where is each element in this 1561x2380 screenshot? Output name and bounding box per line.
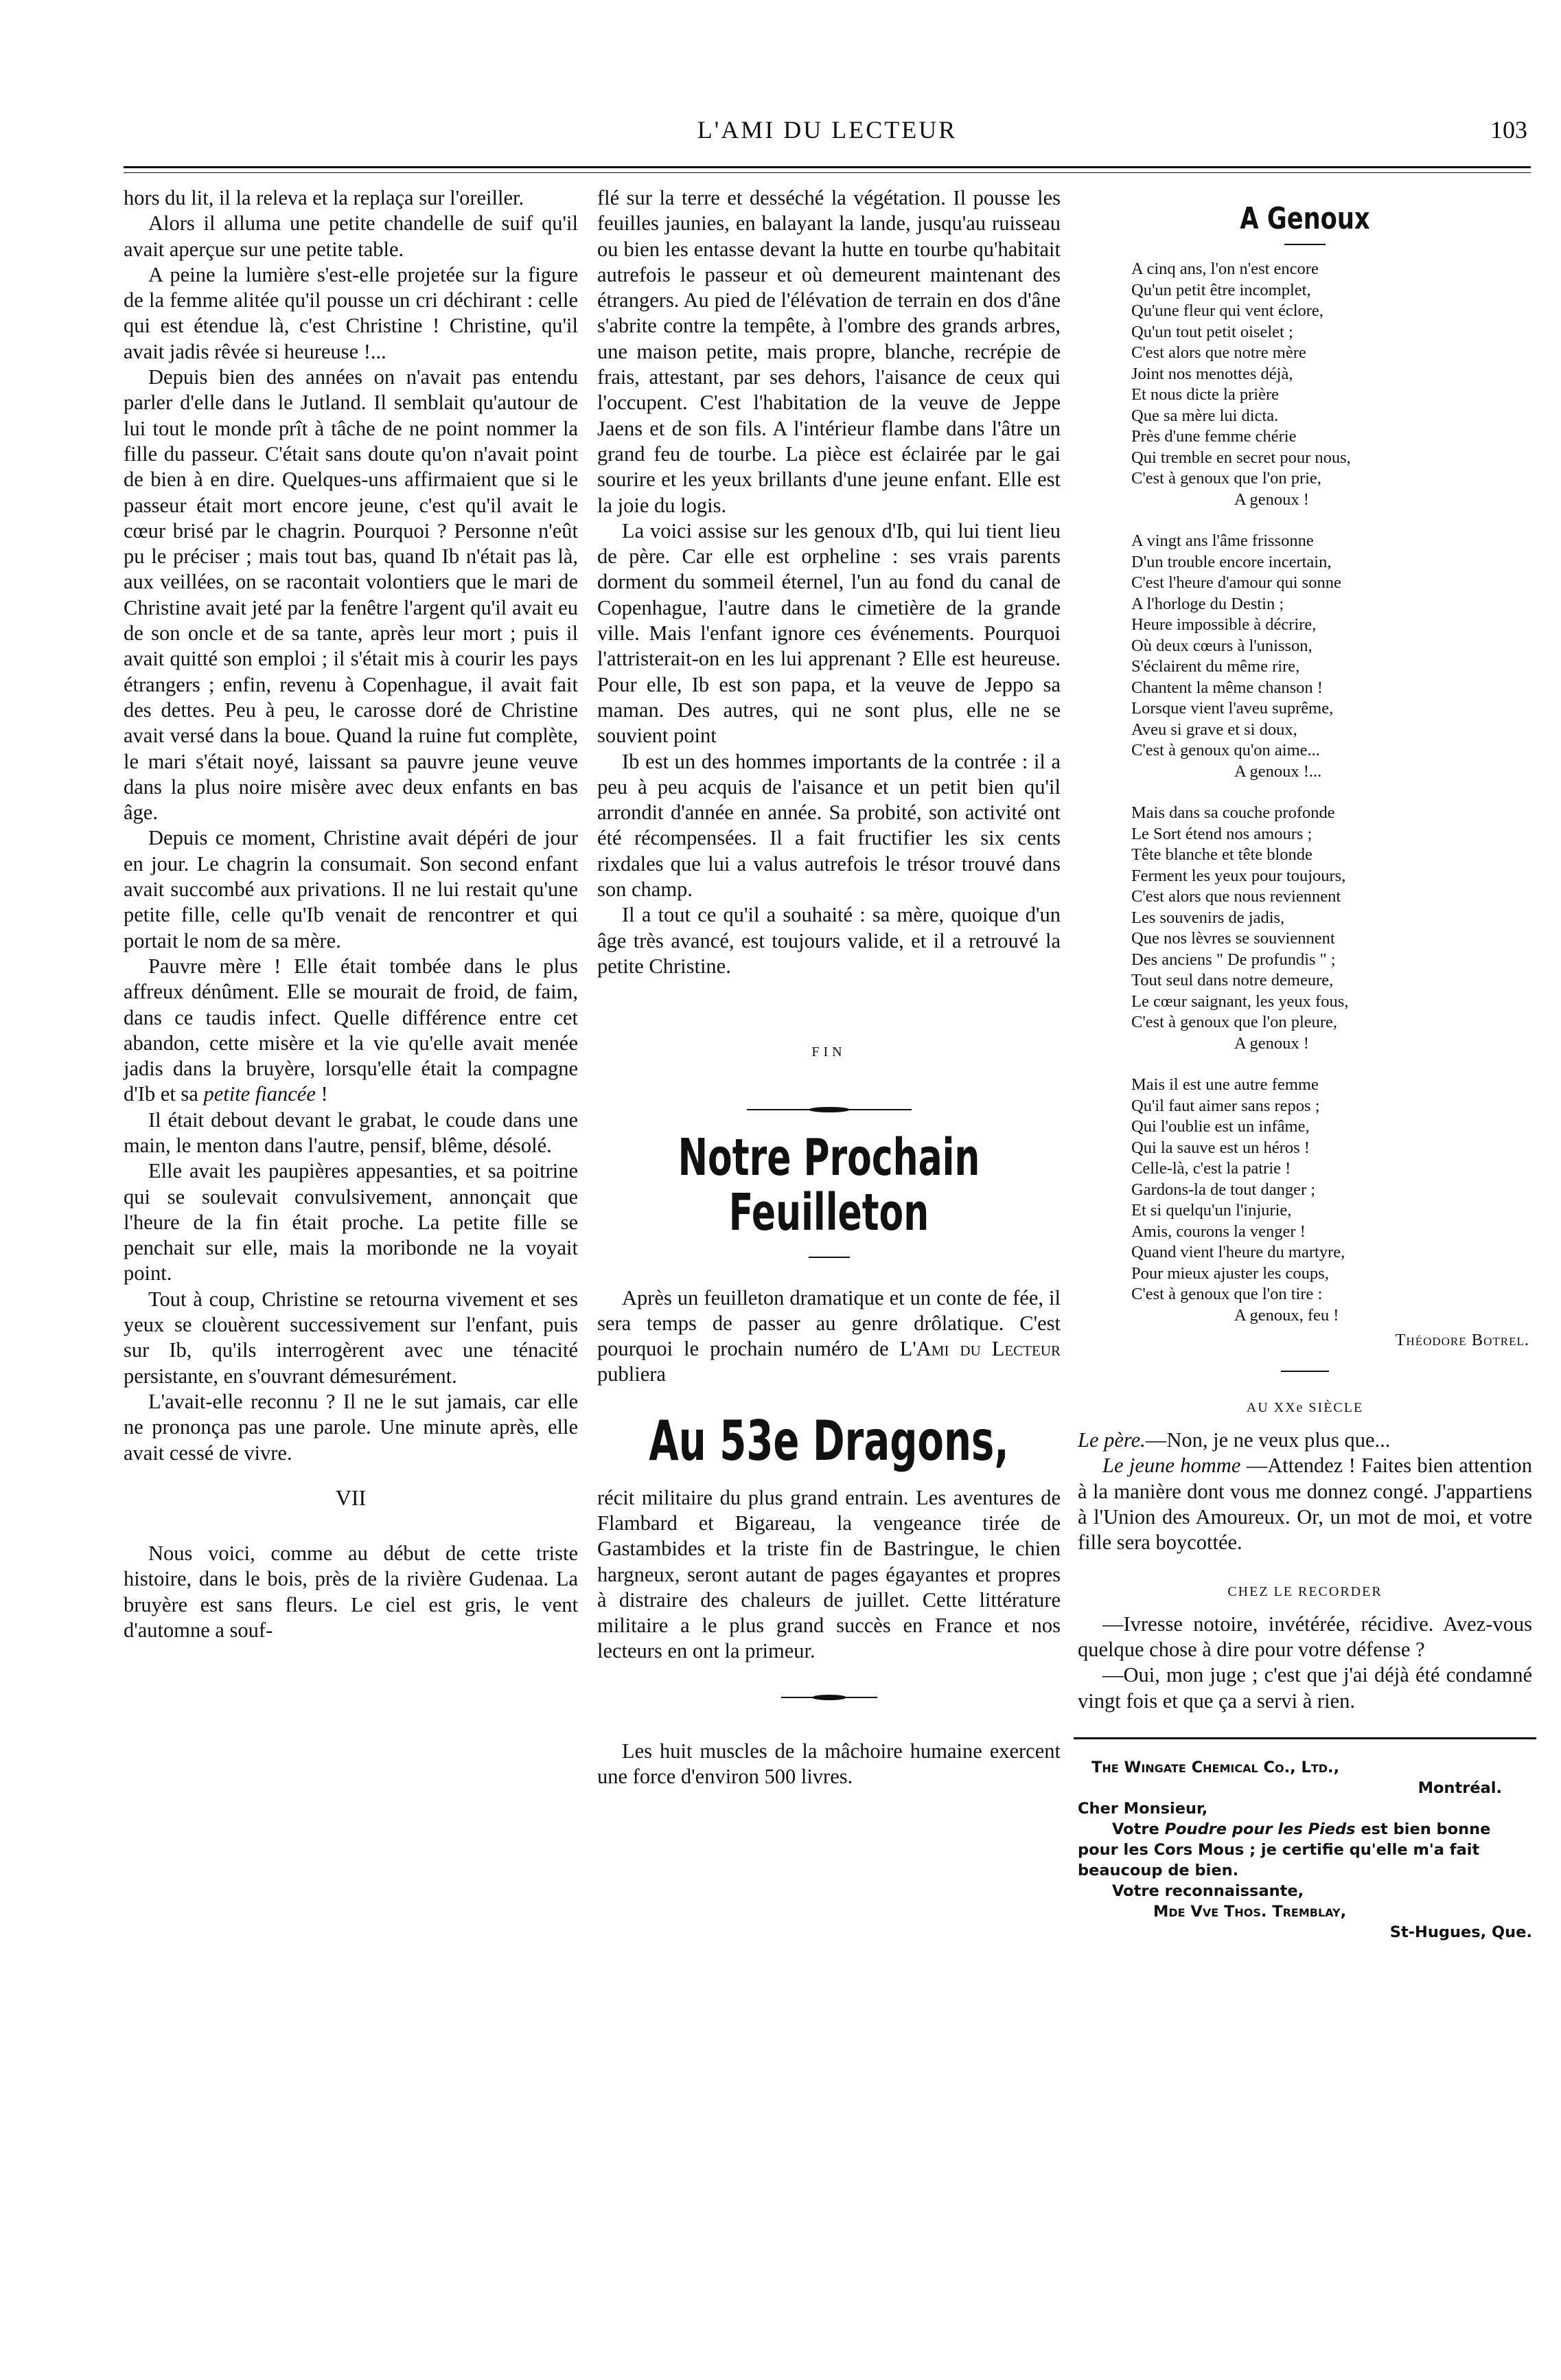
poem-line: Ferment les yeux pour toujours, — [1131, 866, 1346, 885]
header-rule — [124, 166, 1531, 168]
letter-body — [1078, 1819, 1532, 1881]
poem-signature: Théodore Botrel. — [1395, 1331, 1529, 1350]
poem-line: Heure impossible à décrire, — [1131, 615, 1317, 634]
letter-place: St-Hugues, Que. — [1389, 1923, 1532, 1942]
divider — [1074, 1737, 1536, 1739]
page-number: 103 — [1490, 116, 1527, 144]
column-left — [124, 185, 578, 1643]
paragraph: Il a tout ce qu'il a souhaité : sa mère, quoique d'un âge très avancé, est toujours valide, et il a retrouvé la petite Christine. — [597, 903, 1061, 978]
poem-line: Près d'une femme chérie — [1131, 427, 1297, 446]
speaker: Le père. — [1078, 1428, 1146, 1452]
stanza — [1131, 803, 1532, 1054]
paragraph: Depuis bien des années on n'avait pas entendu parler d'elle dans le Jutland. Il semblait qu'autour de lui tout le monde prît à tâche de ne point nommer la fille du passeur. C'était sans doute qu'on n'avait point de bien à en dire. Quelques-uns affirmaient que si le passeur était mort encore jeune, c'est qu'il avait le cœur brisé par le chagrin. Pourquoi ? Personne n'eût pu le préciser ; mais tout bas, quand Ib n'était pas là, aux veillées, on se racontait volontiers que le mari de Christine avait jeté par la fenêtre l'argent qu'il avait eu de son oncle et de sa tante, après leur mort ; puis il avait quitté son emploi ; il s'était mis à courir les pays étrangers ; enfin, revenu à Copenhague, il avait fait des dettes. Peu à peu, le carosse doré de Christine avait versé dans la boue. Quand la ruine fut complète, le mari s'était noyé, laissant sa pauvre jeune veuve dans la plus noire misère avec deux enfants en bas âge. — [124, 365, 578, 825]
poem-line: C'est à genoux que l'on prie, — [1131, 469, 1321, 488]
letter-closing: Votre reconnaissante, — [1112, 1882, 1304, 1901]
paragraph — [124, 954, 578, 1108]
text: —Attendez ! Faites bien attention à la manière dont vous me donnez congé. J'appartiens à l'Union des Amoureux. Or, un mot de moi, et votre fille sera boycottée. — [1078, 1454, 1532, 1555]
paragraph: Elle avait les paupières appesanties, et sa poitrine qui se soulevait convulsivement, annonçait que l'heure de la fin était proche. La petite fille se penchait sur elle, mais la moribonde ne la voyait point. — [124, 1159, 578, 1285]
letter-recipient: The Wingate Chemical Co., Ltd., — [1091, 1759, 1340, 1777]
poem-line: Amis, courons la venger ! — [1131, 1222, 1306, 1241]
refrain: A genoux ! — [1234, 1033, 1309, 1053]
column-middle — [597, 185, 1061, 1789]
paragraph: La voici assise sur les genoux d'Ib, qui lui tient lieu de père. Car elle est orpheline : ses vrais parents dorment du sommeil éternel, l'un au fond du canal de Copenhague, l'autre dans le cimetière de la grande ville. Mais l'enfant ignore ces événements. Pourquoi l'attristerait-on en les lui apprenant ? Elle est heureuse. Pour elle, Ib est son papa, et la veuve de Jeppo sa maman. Des autres, qui ne sont plus, elle ne se souvient point — [597, 518, 1061, 748]
poem-line: Et si quelqu'un l'injurie, — [1131, 1201, 1292, 1220]
chapter-number: VII — [335, 1485, 367, 1510]
paragraph: Les huit muscles de la mâchoire humaine exercent une force d'environ 500 livres. — [597, 1739, 1061, 1789]
poem-line: Qui l'oublie est un infâme, — [1131, 1117, 1310, 1136]
poem-line: Tête blanche et tête blonde — [1131, 845, 1313, 865]
poem-line: Mais il est une autre femme — [1131, 1075, 1319, 1095]
text: Pauvre mère ! Elle était tombée dans le plus affreux dénûment. Elle se mourait de froid, de faim, dans ce taudis infect. Quelle différence entre cet abandon, cette misère et la vie qu'elle avait menée jadis dans la bruyère, lorsqu'elle était la compagne d'Ib et sa — [124, 954, 578, 1106]
next-story-title: Au 53e Dragons, — [649, 1408, 1009, 1473]
paragraph: —Oui, mon juge ; c'est que j'ai déjà été condamné vingt fois et que ça a servi à rien. — [1078, 1663, 1532, 1713]
paragraph: L'avait-elle reconnu ? Il ne le sut jamais, car elle ne prononça pas une parole. Une minute après, elle avait cessé de vivre. — [124, 1389, 578, 1465]
paragraph: flé sur la terre et desséché la végétation. Il pousse les feuilles jaunies, en balayant la lande, jusqu'au ruisseau ou bien les entasse devant la hutte en tourbe qu'habitait autrefois le passeur et où demeurent maintenant des étrangers. Au pied de l'élévation de terrain en dos d'âne s'abrite contre la tempête, à l'ombre des grands arbres, une maison petite, mais propre, blanche, recrépie de frais, attestant, par ses dehors, l'aisance de ceux qui l'occupent. C'est l'habitation de la veuve de Jeppe Jaens et de son fils. A l'intérieur flambe dans l'âtre un grand feu de tourbe. La pièce est éclairée par le gai sourire et les yeux brillants d'une jeune enfant. Elle est la joie du logis. — [597, 186, 1061, 517]
poem-line: C'est à genoux que l'on pleure, — [1131, 1013, 1338, 1032]
section-heading: CHEZ LE RECORDER — [1227, 1583, 1383, 1599]
product-name: Poudre pour les Pieds — [1164, 1820, 1356, 1839]
paragraph: Alors il alluma une petite chandelle de suif qu'il avait aperçue sur une petite table. — [124, 211, 578, 261]
page-header — [127, 115, 1527, 157]
paragraph — [1078, 1453, 1532, 1555]
poem-line: Qui la sauve est un héros ! — [1131, 1138, 1310, 1157]
divider — [809, 1257, 850, 1258]
journal-title: L'AMI DU LECTEUR — [697, 116, 958, 144]
paragraph — [1078, 1428, 1532, 1453]
poem-line: Aveu si grave et si doux, — [1131, 720, 1297, 739]
ornamental-dash — [781, 1695, 877, 1700]
italic-text: petite fiancée — [203, 1082, 316, 1106]
feuilleton-banner: Notre Prochain Feuilleton — [678, 1128, 980, 1242]
poem-line: Celle-là, c'est la patrie ! — [1131, 1159, 1291, 1178]
speaker: Le jeune homme — [1102, 1454, 1241, 1478]
paragraph: A peine la lumière s'est-elle projetée sur la figure de la femme alitée qu'il pousse un cri déchirant : celle qui est étendue là, c'est Christine ! Christine, qu'il avait jadis rêvée si heureuse !... — [124, 262, 578, 363]
column-right — [1078, 185, 1532, 1943]
poem-line: Chantent la même chanson ! — [1131, 678, 1323, 697]
divider — [1281, 1371, 1329, 1372]
stanza — [1131, 259, 1532, 510]
poem-line: Tout seul dans notre demeure, — [1131, 971, 1334, 990]
poem-line: A l'horloge du Destin ; — [1131, 594, 1284, 613]
poem-line: Qu'une fleur qui vent éclore, — [1131, 301, 1323, 321]
divider — [1284, 244, 1326, 245]
poem-line: Le cœur saignant, les yeux fous, — [1131, 992, 1349, 1011]
poem-title: A Genoux — [1240, 201, 1370, 236]
poem-line: Le Sort étend nos amours ; — [1131, 824, 1313, 843]
section-heading: AU XXe SIÈCLE — [1246, 1399, 1364, 1415]
poem-line: C'est à genoux que l'on tire : — [1131, 1285, 1323, 1304]
poem-line: Qu'un tout petit oiselet ; — [1131, 322, 1293, 341]
text: Après un feuilleton dramatique et un conte de fée, il sera temps de passer au genre drôlatique. C'est pourquoi le prochain numéro de — [597, 1285, 1061, 1361]
letter-greeting: Cher Monsieur, — [1078, 1800, 1208, 1818]
poem-line: Joint nos menottes déjà, — [1131, 364, 1293, 383]
text: Votre — [1112, 1820, 1159, 1839]
header-rule-thin — [124, 172, 1531, 173]
paragraph: Il était debout devant le grabat, le coude dans une main, le menton dans l'autre, pensif, blême, désolé. — [124, 1108, 578, 1157]
poem-line: A cinq ans, l'on n'est encore — [1131, 260, 1319, 279]
ornamental-dash — [747, 1107, 912, 1112]
poem-line: C'est à genoux qu'on aime... — [1131, 741, 1320, 760]
poem-line: Qu'il faut aimer sans repos ; — [1131, 1096, 1320, 1115]
paragraph: Depuis ce moment, Christine avait dépéri de jour en jour. Le chagrin la consumait. Son second enfant avait succombé aux privations. Il ne lui restait qu'une petite fille, celle qu'Ib venait de rencontrer et qui portait le nom de sa mère. — [124, 826, 578, 952]
testimonial-letter — [1078, 1757, 1532, 1943]
poem — [1078, 259, 1532, 1351]
text: est bien bonne pour les Cors Mous ; je certifie qu'elle m'a fait beaucoup de bien. — [1078, 1820, 1491, 1880]
poem-line: Des anciens " De profundis " ; — [1131, 950, 1336, 969]
refrain: A genoux, feu ! — [1234, 1305, 1339, 1325]
poem-line: Et nous dicte la prière — [1131, 385, 1279, 404]
paragraph: Ib est un des hommes importants de la contrée : il a peu à peu acquis de l'aisance et un petit bien qu'il arrondit d'année en année. Sa probité, son activité ont été récompensées. Il a fait fructifier les six cents rixdales que lui a valus autrefois le trésor trouvé dans son champ. — [597, 749, 1061, 902]
poem-line: Qui tremble en secret pour nous, — [1131, 448, 1351, 467]
poem-line: C'est l'heure d'amour qui sonne — [1131, 573, 1341, 593]
text: —Non, je ne veux plus que... — [1145, 1428, 1391, 1452]
paragraph: hors du lit, il la releva et la replaça sur l'oreiller. — [124, 186, 524, 209]
paragraph: —Ivresse notoire, invétérée, récidive. Avez-vous quelque chose à dire pour votre défense ? — [1078, 1612, 1532, 1662]
poem-line: D'un trouble encore incertain, — [1131, 552, 1332, 571]
poem-line: Quand vient l'heure du martyre, — [1131, 1243, 1345, 1262]
stanza — [1131, 1075, 1532, 1326]
paragraph — [597, 1285, 1061, 1388]
poem-line: Que sa mère lui dicta. — [1131, 406, 1279, 425]
poem-line: Que nos lèvres se souviennent — [1131, 929, 1335, 948]
text: ! — [321, 1082, 328, 1106]
end-mark: FIN — [811, 1044, 846, 1060]
letter-city: Montréal. — [1418, 1779, 1502, 1798]
poem-line: Qu'un petit être incomplet, — [1131, 280, 1311, 299]
paragraph: Tout à coup, Christine se retourna vivement et ses yeux se clouèrent successivement sur l'enfant, puis sur Ib, qu'ils interrogèrent avec une ténacité persistante, en s'ouvrant démesurément. — [124, 1287, 578, 1388]
poem-line: C'est alors que notre mère — [1131, 343, 1306, 363]
poem-line: Les souvenirs de jadis, — [1131, 908, 1285, 927]
refrain: A genoux !... — [1234, 762, 1322, 781]
refrain: A genoux ! — [1234, 490, 1309, 509]
poem-line: Gardons-la de tout danger ; — [1131, 1180, 1316, 1199]
paragraph: récit militaire du plus grand entrain. Les aventures de Flambard et Bigareau, la vengeance tirée de Gastambides et la triste fin de Bastringue, le chien hargneux, seront autant de pages égayantes et propres à distraire des chaleurs de juillet. Cette littérature militaire a le plus grand succès en France et nos lecteurs en ont la primeur. — [597, 1485, 1061, 1663]
journal-name: L'Ami du Lecteur — [899, 1337, 1061, 1361]
poem-line: S'éclairent du même rire, — [1131, 657, 1300, 676]
poem-line: Pour mieux ajuster les coups, — [1131, 1263, 1329, 1283]
letter-signer: Mde Vve Thos. Tremblay, — [1153, 1903, 1347, 1921]
poem-line: Lorsque vient l'aveu suprême, — [1131, 699, 1334, 718]
paragraph: Nous voici, comme au début de cette triste histoire, dans le bois, près de la rivière Gudenaa. La bruyère est sans fleurs. Le ciel est gris, le vent d'automne a souf- — [124, 1542, 578, 1643]
poem-line: A vingt ans l'âme frissonne — [1131, 531, 1314, 551]
poem-line: Mais dans sa couche profonde — [1131, 803, 1335, 823]
poem-line: C'est alors que nous reviennent — [1131, 887, 1341, 906]
poem-line: Où deux cœurs à l'unisson, — [1131, 636, 1313, 655]
stanza — [1131, 531, 1532, 782]
text: publiera — [597, 1362, 666, 1386]
